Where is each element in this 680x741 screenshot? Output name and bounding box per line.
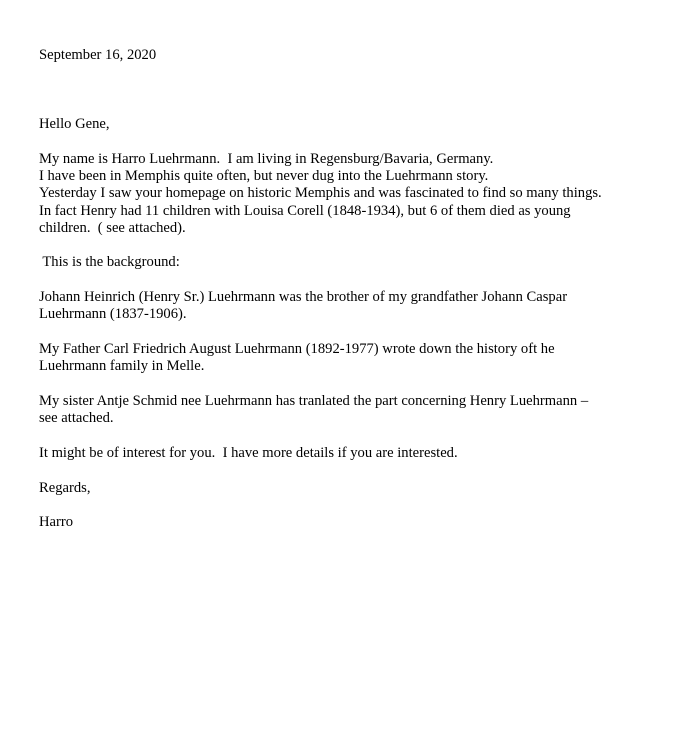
paragraph-line: see attached. — [39, 410, 114, 427]
spacer — [39, 427, 639, 445]
paragraph-line: Luehrmann (1837-1906). — [39, 306, 187, 323]
spacer — [39, 375, 639, 393]
paragraph-line: Yesterday I saw your homepage on historic Memphis and was fascinated to find so many things. — [39, 185, 602, 202]
paragraph-line: My Father Carl Friedrich August Luehrmann (1892-1977) wrote down the history oft he — [39, 341, 555, 358]
letter-date: September 16, 2020 — [39, 47, 157, 63]
paragraph-interest: It might be of interest for you. I have more details if you are interested. — [39, 444, 458, 461]
spacer — [39, 64, 639, 116]
letter-signature: Harro — [39, 514, 74, 531]
spacer — [39, 272, 639, 290]
spacer — [39, 237, 639, 255]
paragraph-line: My sister Antje Schmid nee Luehrmann has tranlated the part concerning Henry Luehrmann – — [39, 392, 589, 409]
paragraph-line: My name is Harro Luehrmann. I am living in Regensburg/Bavaria, Germany. — [39, 150, 494, 167]
paragraph-line: Johann Heinrich (Henry Sr.) Luehrmann was the brother of my grandfather Johann Caspar — [39, 289, 568, 306]
paragraph-line: In fact Henry had 11 children with Louisa Corell (1848-1934), but 6 of them died as young — [39, 202, 571, 219]
letter-greeting: Hello Gene, — [39, 116, 110, 133]
letter-closing: Regards, — [39, 479, 91, 496]
spacer — [39, 324, 639, 342]
paragraph-introduction — [39, 151, 639, 237]
paragraph-line: children. ( see attached). — [39, 219, 186, 236]
spacer — [39, 133, 639, 151]
letter-body — [39, 47, 639, 531]
spacer — [39, 497, 639, 515]
paragraph-line: I have been in Memphis quite often, but never dug into the Luehrmann story. — [39, 168, 489, 185]
spacer — [39, 462, 639, 480]
paragraph-father — [39, 341, 639, 375]
paragraph-line: Luehrmann family in Melle. — [39, 358, 205, 375]
paragraph-sister — [39, 393, 639, 427]
background-intro: This is the background: — [39, 254, 180, 271]
paragraph-henry-sr — [39, 289, 639, 323]
